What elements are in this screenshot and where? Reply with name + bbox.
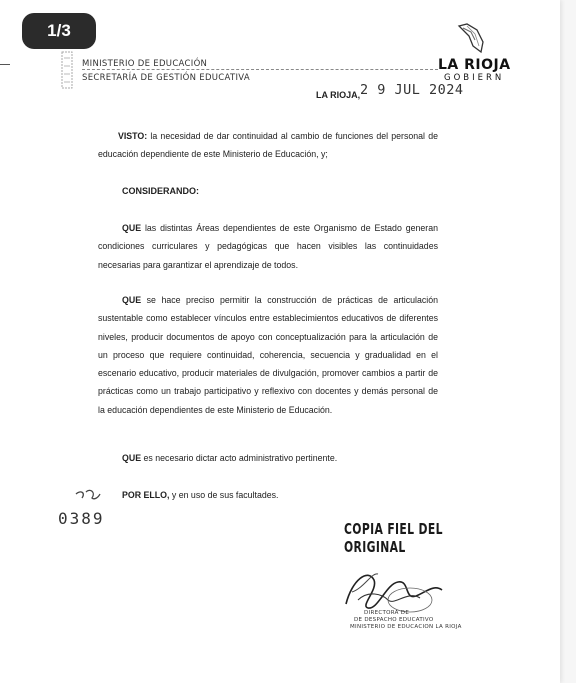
header-divider: [82, 69, 438, 70]
que-paragraph-3: [98, 449, 438, 467]
visto-paragraph: [98, 127, 438, 164]
signature-line-2: DE DESPACHO EDUCATIVO: [354, 617, 434, 623]
handwritten-number-stamp: [56, 488, 116, 530]
que-text-1: las distintas Áreas dependientes de este Organismo de Estado generan condiciones curriculares y pedagógicas que hacen visibles las continuidades necesarias para garantizar el aprendizaje de todos.: [98, 223, 438, 270]
date-stamp: 2 9 JUL 2024: [360, 82, 464, 98]
por-ello-keyword: POR ELLO,: [122, 490, 170, 500]
que-text-3: es necesario dictar acto administrativo pertinente.: [141, 453, 338, 463]
page-counter-badge: 1/3: [22, 13, 96, 49]
considerando-heading: CONSIDERANDO:: [122, 186, 200, 196]
que-keyword-1: QUE: [122, 223, 142, 233]
que-text-2: se hace preciso permitir la construcción de prácticas de articulación sustentable como establecer vínculos entre establecimientos educativos de diferentes niveles, producir documentos de apoyo con conceptualización para la articulación de un proceso que requiere continuidad, coherencia, secuencia y gradualidad en el escenario educativo, producir materiales de divulgación, promover cambios a partir de prácticas como un trabajo participativo y reflexivo con docentes y demás personal de la educación dependientes de este Ministerio de Educación.: [98, 295, 438, 415]
que-paragraph-1: [98, 219, 438, 274]
svg-text:0389: 0389: [58, 509, 105, 528]
crest-icon: [60, 50, 74, 90]
la-rioja-emblem-icon: [455, 22, 489, 56]
logo-text: LA RIOJA: [438, 57, 511, 73]
signature-line-3: MINISTERIO DE EDUCACION LA RIOJA: [350, 624, 462, 630]
que-keyword-2: QUE: [122, 295, 142, 305]
que-keyword-3: QUE: [122, 453, 142, 463]
signature-line-1: DIRECTORA DE: [364, 610, 410, 616]
ministry-header: MINISTERIO DE EDUCACIÓN: [82, 59, 208, 69]
visto-text: la necesidad de dar continuidad al cambio de funciones del personal de educación dependiente de este Ministerio de Educación, y;: [98, 131, 438, 160]
secretariat-header: SECRETARÍA DE GESTIÓN EDUCATIVA: [82, 73, 250, 83]
margin-mark: [0, 64, 10, 65]
por-ello-paragraph: [98, 486, 438, 504]
date-label: LA RIOJA,: [316, 90, 361, 100]
visto-keyword: VISTO:: [118, 131, 148, 141]
logo-subtext: GOBIERN: [444, 73, 505, 83]
certified-copy-stamp: COPIA FIEL DEL ORIGINAL: [344, 520, 443, 556]
por-ello-text: y en uso de sus facultades.: [169, 490, 279, 500]
que-paragraph-2: [98, 291, 438, 419]
